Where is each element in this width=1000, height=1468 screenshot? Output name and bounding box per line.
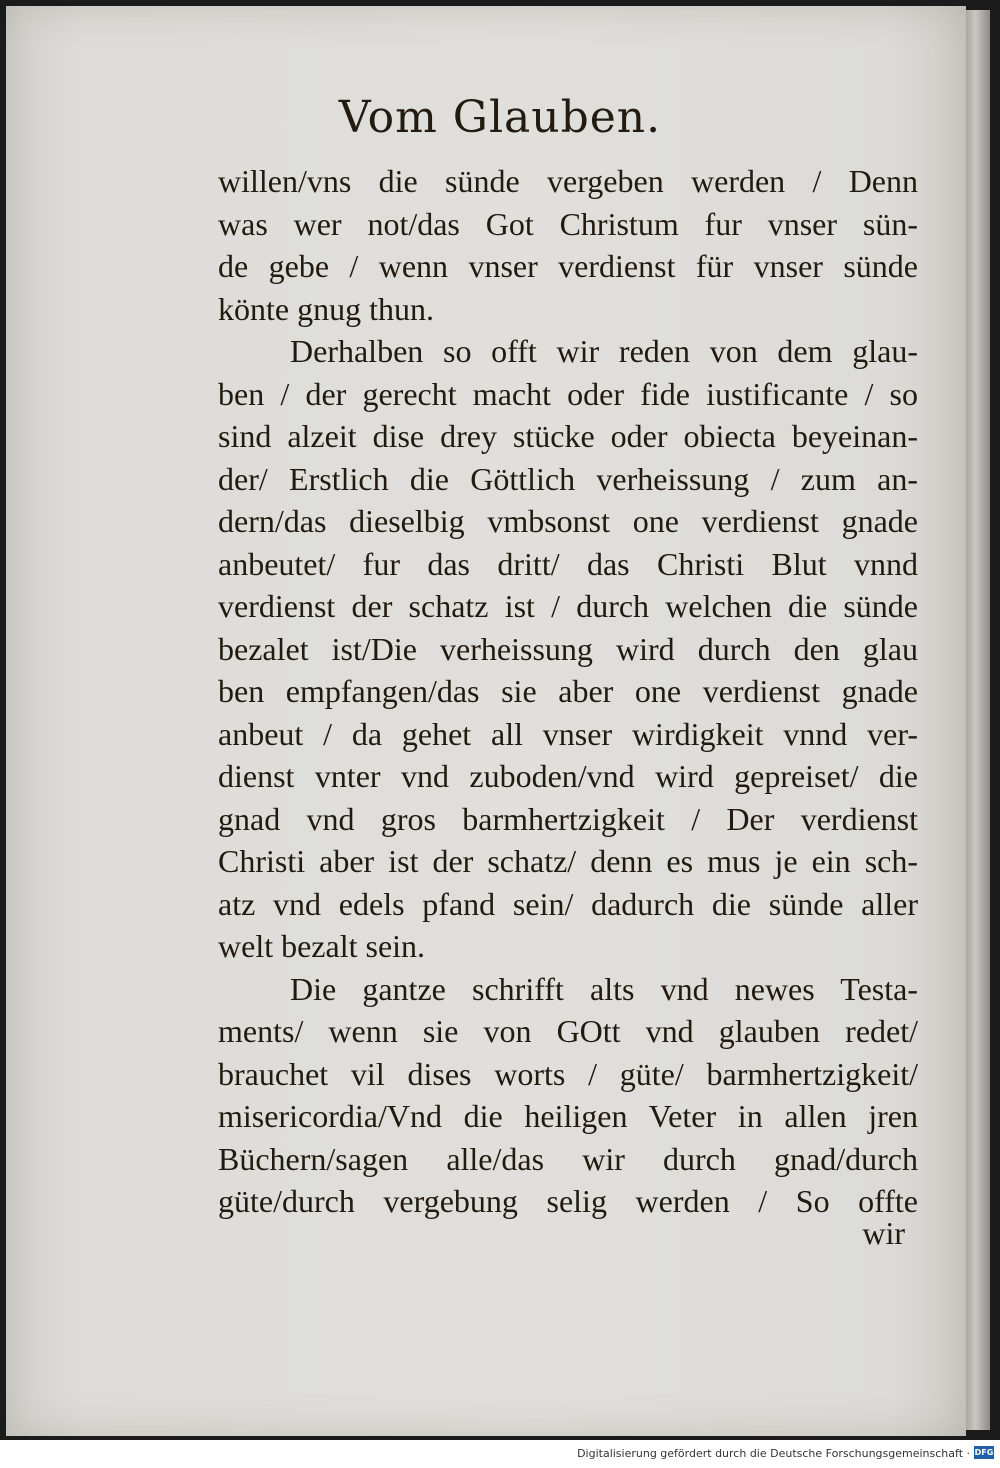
page-edge [966, 10, 990, 1430]
text-line: ben / der gerecht macht oder fide iustificante / so [218, 375, 918, 412]
text-line: ben empfangen/das sie aber one verdienst gnade [218, 673, 918, 709]
text-line: der/ Erstlich die Göttlich verheissung / zum an- [218, 460, 918, 497]
text-line: sind alzeit dise drey stücke oder obiecta beyeinan- [218, 418, 918, 454]
text-line: könte gnug thun. [218, 290, 434, 327]
text-block [218, 160, 918, 1223]
text-line: anbeut / da gehet all vnser wirdigkeit vnnd ver- [218, 715, 918, 752]
text-line: verdienst der schatz ist / durch welchen die sünde [218, 588, 918, 624]
text-line: ments/ wenn sie von GOtt vnd glauben redet/ [218, 1013, 918, 1049]
text-line: anbeutet/ fur das dritt/ das Christi Blut vnnd [218, 545, 918, 582]
footer-credit: Digitalisierung gefördert durch die Deutsche Forschungsgemeinschaft · [577, 1447, 970, 1460]
text-line: willen/vns die sünde vergeben werden / Denn [218, 163, 918, 199]
text-line: Büchern/sagen alle/das wir durch gnad/durch [218, 1140, 918, 1177]
text-line: dienst vnter vnd zuboden/vnd wird gepreiset/ die [218, 758, 918, 794]
text-line: was wer not/das Got Christum fur vnser sün- [218, 205, 918, 242]
dfg-logo: DFG [974, 1448, 994, 1457]
text-line: dern/das dieselbig vmbsonst one verdienst gnade [218, 503, 918, 539]
text-line: Christi aber ist der schatz/ denn es mus je ein sch- [218, 843, 918, 879]
text-line: atz vnd edels pfand sein/ dadurch die sünde aller [218, 885, 918, 922]
running-head: Vom Glauben. [338, 92, 662, 143]
text-line: welt bezalt sein. [218, 928, 426, 964]
text-line: Die gantze schrifft alts vnd newes Testa- [290, 970, 918, 1007]
text-line: gnad vnd gros barmhertzigkeit / Der verdienst [218, 800, 918, 837]
text-line: de gebe / wenn vnser verdienst für vnser sünde [218, 248, 918, 284]
text-line: brauchet vil dises worts / güte/ barmhertzigkeit/ [218, 1055, 918, 1092]
text-line: Derhalben so offt wir reden von dem glau- [290, 333, 918, 369]
text-line: bezalet ist/Die verheissung wird durch den glau [218, 630, 918, 667]
text-line: misericordia/Vnd die heiligen Veter in allen jren [218, 1098, 918, 1134]
text-line: güte/durch vergebung selig werden / So offte [218, 1183, 918, 1219]
catchword: wir [862, 1215, 905, 1251]
